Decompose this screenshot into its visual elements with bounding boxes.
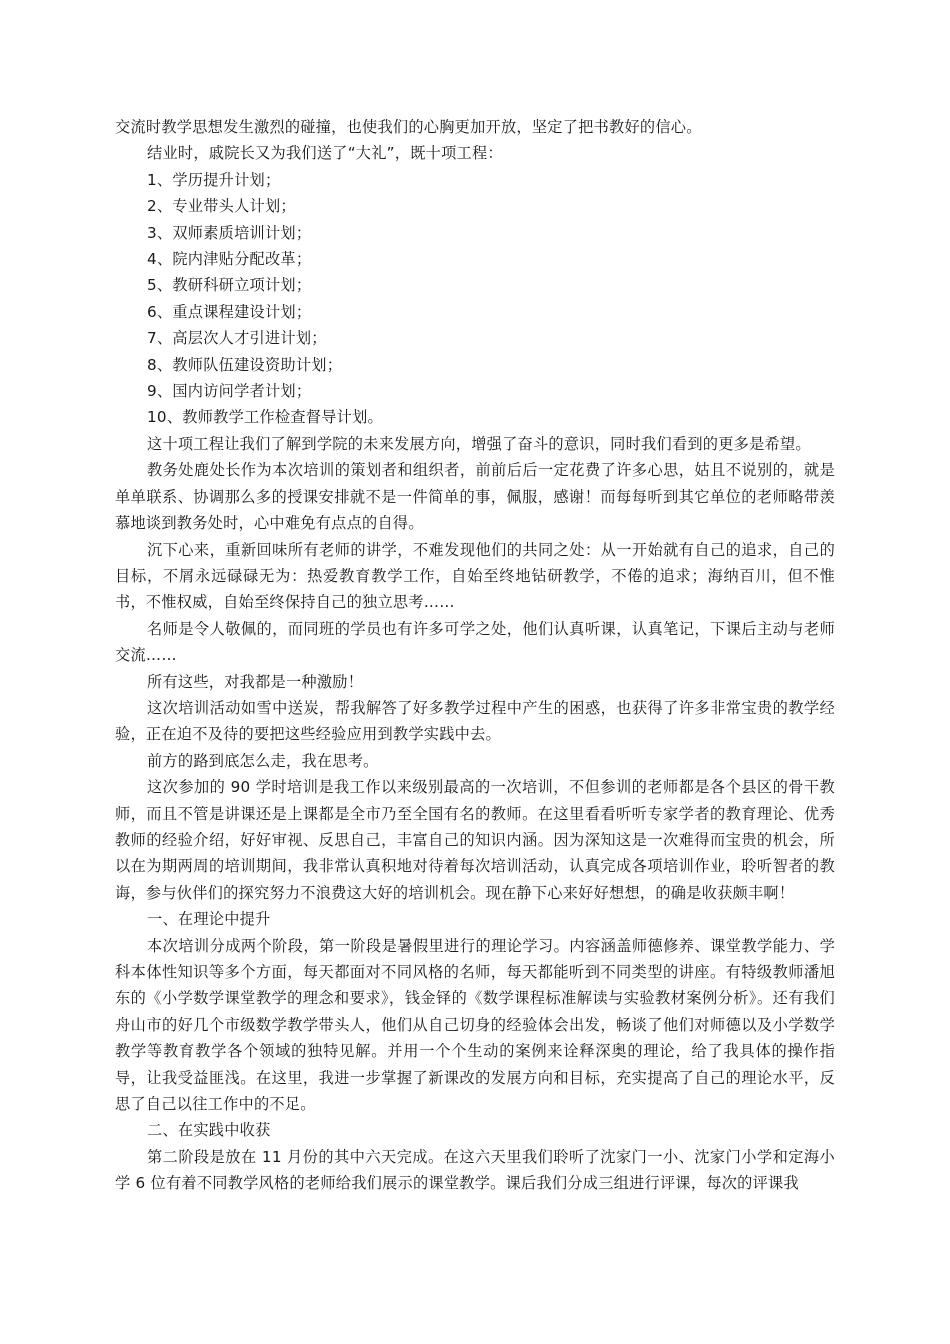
paragraph: 前方的路到底怎么走，我在思考。 [147, 751, 379, 770]
paragraph: 第二阶段是放在 11 月份的其中六天完成。在这六天里我们聆听了沈家门一小、沈家门小学和定海小学 6 位有着不同教学风格的老师给我们展示的课堂教学。课后我们分成三组进行评课，每次的评课我 [115, 1147, 835, 1193]
list-item: 8、教师队伍建设资助计划； [147, 355, 343, 374]
list-item: 6、重点课程建设计划； [147, 302, 312, 321]
paragraph: 结业时，戚院长又为我们送了“大礼”，既十项工程： [147, 144, 503, 163]
paragraph: 这次培训活动如雪中送炭，帮我解答了好多教学过程中产生的困惑，也获得了许多非常宝贵的教学经验，正在迫不及待的要把这些经验应用到教学实践中去。 [115, 698, 835, 744]
paragraph: 名师是令人敬佩的，而同班的学员也有许多可学之处，他们认真听课，认真笔记，下课后主动与老师交流…… [115, 619, 835, 665]
list-item: 2、专业带头人计划； [147, 197, 296, 216]
paragraph: 沉下心来，重新回味所有老师的讲学，不难发现他们的共同之处：从一开始就有自己的追求，自己的目标，不屑永远碌碌无为：热爱教育教学工作，自始至终地钻研教学，不倦的追求；海纳百川，但不惟书，不惟权威，自始至终保持自己的独立思考…… [115, 540, 835, 612]
paragraph: 交流时教学思想发生激烈的碰撞，也使我们的心胸更加开放，坚定了把书教好的信心。 [115, 118, 702, 136]
list-item: 9、国内访问学者计划； [147, 382, 312, 401]
paragraph: 教务处鹿处长作为本次培训的策划者和组织者，前前后后一定花费了许多心思，姑且不说别的，就是单单联系、协调那么多的授课安排就不是一件简单的事，佩服，感谢！而每每听到其它单位的老师略带羡慕地谈到教务处时，心中难免有点点的自得。 [115, 461, 835, 533]
paragraph: 本次培训分成两个阶段，第一阶段是暑假里进行的理论学习。内容涵盖师德修养、课堂教学能力、学科本体性知识等多个方面，每天都面对不同风格的名师，每天都能听到不同类型的讲座。有特级教师潘旭东的《小学数学课堂教学的理念和要求》，钱金铎的《数学课程标准解读与实验教材案例分析》。还有我们舟山市的好几个市级数学教学带头人，他们从自己切身的经验体会出发，畅谈了他们对师德以及小学数学教学等教育教学各个领域的独特见解。并用一个个生动的案例来诠释深奥的理论，给了我具体的操作指导，让我受益匪浅。在这里，我进一步掌握了新课改的发展方向和目标，充实提高了自己的理论水平，反思了自己以往工作中的不足。 [115, 936, 835, 1114]
list-item: 10、教师教学工作检查督导计划。 [147, 408, 383, 427]
paragraph: 这次参加的 90 学时培训是我工作以来级别最高的一次培训，不但参训的老师都是各个县区的骨干教师，而且不管是讲课还是上课都是全市乃至全国有名的教师。在这里看看听听专家学者的教育理论、优秀教师的经验介绍，好好审视、反思自己，丰富自己的知识内涵。因为深知这是一次难得而宝贵的机会，所以在为期两周的培训期间，我非常认真积地对待着每次培训活动，认真完成各项培训作业，聆听智者的教诲，参与伙伴们的探究努力不浪费这大好的培训机会。现在静下心来好好想想，的确是收获颇丰啊！ [115, 778, 835, 902]
section-heading: 一、在理论中提升 [147, 910, 271, 929]
paragraph: 这十项工程让我们了解到学院的未来发展方向，增强了奋斗的意识，同时我们看到的更多是希望。 [147, 434, 811, 453]
section-heading: 二、在实践中收获 [147, 1121, 271, 1140]
list-item: 5、教研科研立项计划； [147, 276, 312, 295]
list-item: 3、双师素质培训计划； [147, 223, 312, 242]
paragraph: 所有这些，对我都是一种激励！ [147, 672, 364, 691]
list-item: 7、高层次人才引进计划； [147, 329, 327, 348]
list-item: 1、学历提升计划； [147, 170, 281, 189]
list-item: 4、院内津贴分配改革； [147, 250, 312, 269]
